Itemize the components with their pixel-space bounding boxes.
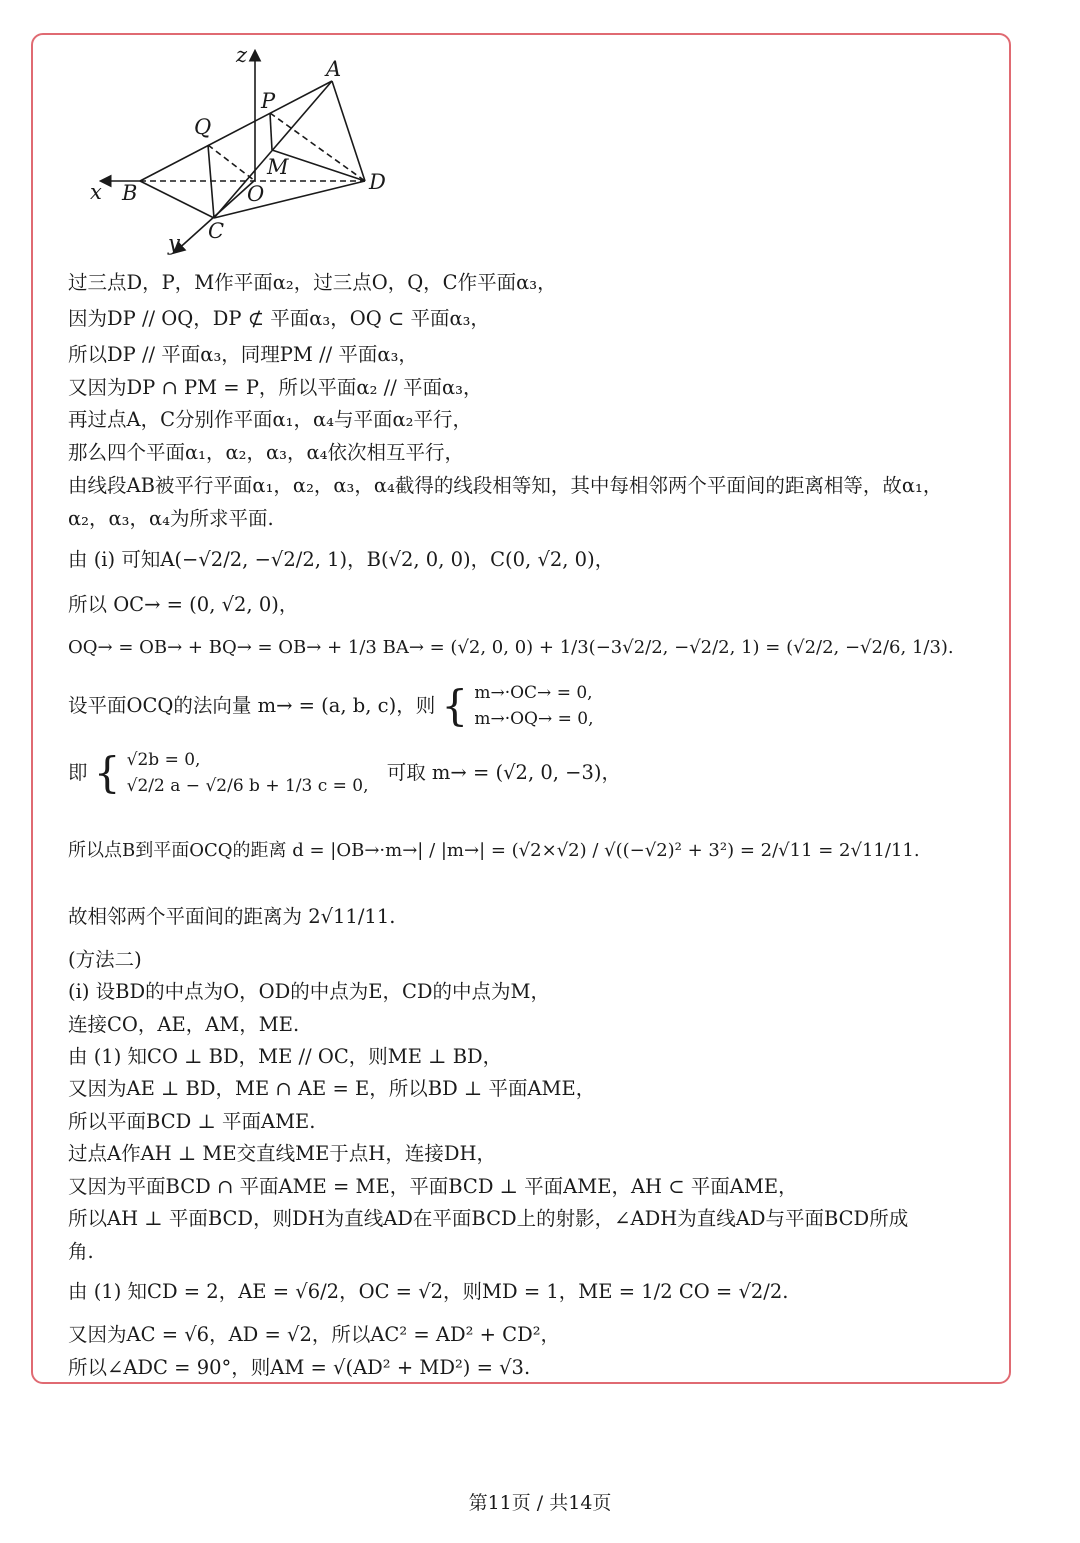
segment-CD xyxy=(214,181,365,218)
text-line: 过点A作AH ⊥ ME交直线ME于点H，连接DH， xyxy=(68,1142,496,1165)
formula-line: 由 (i) 可知A(−√2/2, −√2/2, 1)，B(√2, 0, 0)，C(0, √2, 0)， xyxy=(68,548,615,571)
equation-system xyxy=(127,747,369,799)
text-line: 所以AH ⊥ 平面BCD，则DH为直线AD在平面BCD上的射影，∠ADH为直线AD与平面BCD所成 xyxy=(68,1207,909,1230)
equation: √2b = 0, xyxy=(126,750,201,770)
label-P: P xyxy=(261,89,276,113)
text-line: 那么四个平面α₁，α₂，α₃，α₄依次相互平行， xyxy=(68,441,464,464)
equation: m→·OQ→ = 0, xyxy=(474,709,594,729)
label-C: C xyxy=(208,219,225,243)
label-z: z xyxy=(236,43,248,67)
formula-line: 故相邻两个平面间的距离为 2√11/11. xyxy=(68,905,396,928)
text-line: 由线段AB被平行平面α₁，α₂，α₃，α₄截得的线段相等知，其中每相邻两个平面间的距离相等，故α₁， xyxy=(68,474,943,497)
label-x: x xyxy=(90,180,102,204)
label-B: B xyxy=(122,181,138,205)
text-line: 所以DP // 平面α₃，同理PM // 平面α₃， xyxy=(68,343,418,366)
segment-PM xyxy=(270,113,272,150)
text-line: (i) 设BD的中点为O，OD的中点为E，CD的中点为M， xyxy=(68,980,550,1003)
formula-line: OQ→ = OB→ + BQ→ = OB→ + 1/3 BA→ = (√2, 0, 0) + 1/3(−3√2/2, −√2/2, 1) = (√2/2, −√2/6, 1/3). xyxy=(68,637,954,658)
text-segment: 设平面OCQ的法向量 m→ = (a, b, c)，则 xyxy=(68,694,436,717)
formula-line: 所以 OC→ = (0, √2, 0)， xyxy=(68,593,299,616)
text-line: 又因为平面BCD ∩ 平面AME = ME，平面BCD ⊥ 平面AME，AH ⊂ 平面AME， xyxy=(68,1175,798,1198)
label-A: A xyxy=(326,57,342,81)
text-line: 角. xyxy=(68,1240,94,1263)
equation-system xyxy=(474,680,593,732)
text-line: (方法二) xyxy=(68,948,142,971)
label-M: M xyxy=(267,155,289,179)
label-O: O xyxy=(247,182,265,206)
text-line: 过三点D，P，M作平面α₂，过三点O，Q，C作平面α₃， xyxy=(68,271,557,294)
text-line: α₂，α₃，α₄为所求平面. xyxy=(68,507,274,530)
formula-line: 所以点B到平面OCQ的距离 d = |OB→·m→| / |m→| = (√2×√2) / √((−√2)² + 3²) = 2/√11 = 2√11/11. xyxy=(68,840,920,861)
text-line: 又因为AE ⊥ BD，ME ∩ AE = E，所以BD ⊥ 平面AME， xyxy=(68,1077,596,1100)
equation: m→·OC→ = 0, xyxy=(474,683,593,703)
label-D: D xyxy=(369,170,386,194)
text-line: 所以平面BCD ⊥ 平面AME. xyxy=(68,1110,316,1133)
label-y: y xyxy=(168,231,180,255)
text-line: 连接CO，AE，AM，ME. xyxy=(68,1013,300,1036)
geometry-figure xyxy=(80,40,410,265)
text-line: 又因为DP ∩ PM = P，所以平面α₂ // 平面α₃， xyxy=(68,376,483,399)
segment-QO xyxy=(208,145,255,181)
text-line: 由 (1) 知CO ⊥ BD，ME // OC，则ME ⊥ BD， xyxy=(68,1045,503,1068)
page-number: 第11页 / 共14页 xyxy=(468,1492,612,1514)
brace: { xyxy=(93,748,121,797)
label-Q: Q xyxy=(194,115,212,139)
text-line: 因为DP // OQ，DP ⊄ 平面α₃，OQ ⊂ 平面α₃， xyxy=(68,307,490,330)
equation: √2/2 a − √2/6 b + 1/3 c = 0, xyxy=(126,776,369,796)
text-line: 再过点A，C分别作平面α₁，α₄与平面α₂平行， xyxy=(68,408,472,431)
text-segment: 可取 m→ = (√2, 0, −3)， xyxy=(386,761,621,784)
brace: { xyxy=(441,681,469,730)
text-segment: 即 xyxy=(68,761,88,784)
segment-AD xyxy=(332,81,365,181)
text-line: 又因为AC = √6，AD = √2，所以AC² = AD² + CD²， xyxy=(68,1323,561,1346)
formula-line: 由 (1) 知CD = 2，AE = √6/2，OC = √2，则MD = 1，ME = 1/2 CO = √2/2. xyxy=(68,1280,789,1303)
solve-system xyxy=(68,747,621,811)
normal-vector-system xyxy=(68,680,594,744)
text-line: 所以∠ADC = 90°，则AM = √(AD² + MD²) = √3. xyxy=(68,1356,531,1379)
segment-BC xyxy=(140,181,214,218)
